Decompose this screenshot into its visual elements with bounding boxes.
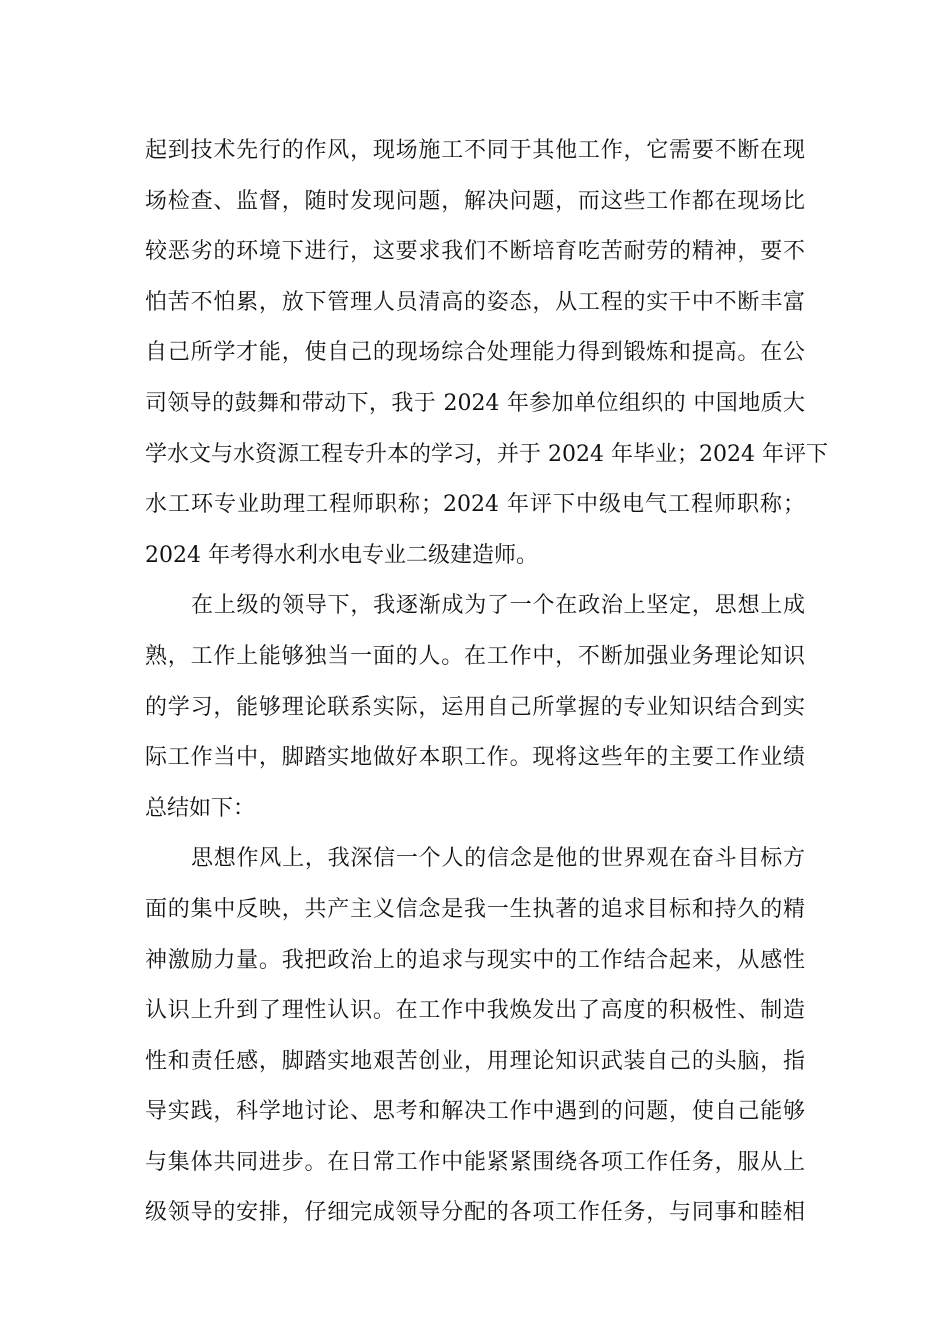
text-line: 际工作当中，脚踏实地做好本职工作。现将这些年的主要工作业绩 (145, 745, 805, 771)
text-line: 自己所学才能，使自己的现场综合处理能力得到锻炼和提高。在公 (145, 340, 805, 366)
text-line: 场检查、监督，随时发现问题，解决问题，而这些工作都在现场比 (145, 188, 805, 214)
text-line: 起到技术先行的作风，现场施工不同于其他工作，它需要不断在现 (145, 138, 805, 163)
text-line: 较恶劣的环境下进行，这要求我们不断培育吃苦耐劳的精神，要不 (145, 239, 805, 265)
text-line: 司领导的鼓舞和带动下，我于 2024 年参加单位组织的 中国地质大 (145, 390, 805, 416)
text-line: 神激励力量。我把政治上的追求与现实中的工作结合起来，从感性 (145, 947, 805, 973)
text-line: 怕苦不怕累，放下管理人员清高的姿态，从工程的实干中不断丰富 (145, 289, 805, 315)
text-line: 总结如下： (145, 795, 256, 821)
text-line: 级领导的安排，仔细完成领导分配的各项工作任务，与同事和睦相 (145, 1200, 805, 1226)
text-line: 思想作风上，我深信一个人的信念是他的世界观在奋斗目标方 (191, 846, 805, 872)
text-line: 面的集中反映，共产主义信念是我一生执著的追求目标和持久的精 (145, 896, 805, 922)
text-line: 的学习，能够理论联系实际，运用自己所掌握的专业知识结合到实 (145, 694, 805, 720)
text-line: 在上级的领导下，我逐渐成为了一个在政治上坚定，思想上成 (191, 593, 805, 619)
text-line: 与集体共同进步。在日常工作中能紧紧围绕各项工作任务，服从上 (145, 1149, 805, 1175)
text-line: 水工环专业助理工程师职称；2024 年评下中级电气工程师职称； (145, 492, 805, 518)
text-line: 2024 年考得水利水电专业二级建造师。 (145, 542, 538, 568)
text-line: 学水文与水资源工程专升本的学习，并于 2024 年毕业；2024 年评下 (145, 441, 828, 467)
text-line: 导实践，科学地讨论、思考和解决工作中遇到的问题，使自己能够 (145, 1099, 805, 1125)
text-line: 认识上升到了理性认识。在工作中我焕发出了高度的积极性、制造 (145, 998, 805, 1024)
text-line: 性和责任感，脚踏实地艰苦创业，用理论知识武装自己的头脑，指 (145, 1048, 805, 1074)
text-line: 熟，工作上能够独当一面的人。在工作中，不断加强业务理论知识 (145, 643, 805, 669)
body-text (145, 126, 828, 1239)
